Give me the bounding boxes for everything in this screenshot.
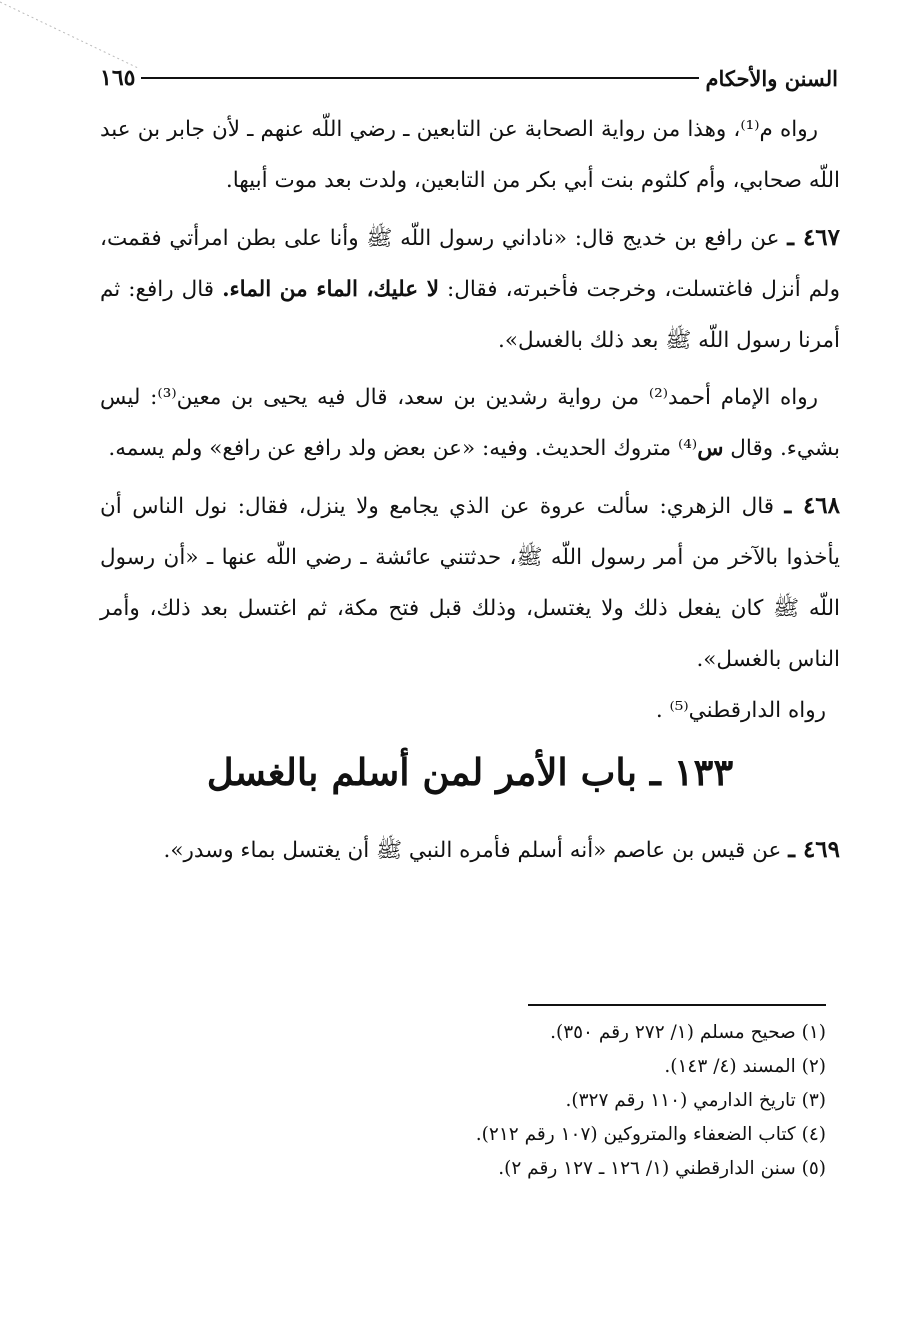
- hadith-text: قال الزهري: سألت عروة عن الذي يجامع ولا ينزل، فقال: نول الناس أن يأخذوا بالآخر من أمر رسول اللّه ﷺ، حدثتني عائشة ـ رضي اللّه عنها ـ «أن رسول اللّه ﷺ كان يفعل ذلك ولا يغتسل، وذلك قبل فتح مكة، ثم اغتسل بعد ذلك، وأمر الناس بالغسل».: [100, 494, 840, 672]
- header-rule: [141, 77, 699, 79]
- hadith-text-after: قال رافع: ثم أمرنا رسول اللّه ﷺ بعد ذلك بالغسل».: [100, 277, 840, 353]
- paragraph-source-3: [100, 685, 840, 736]
- hadith-number: ٤٦٧ ـ: [787, 224, 840, 251]
- footnote-separator: [528, 1004, 826, 1006]
- hadith-text: عن رافع بن خديج قال: «ناداني رسول اللّه ﷺ وأنا على بطن امرأتي فقمت، ولم أنزل فاغتسلت، وخرجت فأخبرته، فقال:: [100, 226, 840, 302]
- hadith-bold-text: لا عليك، الماء من الماء.: [222, 277, 439, 302]
- chapter-title: ١٣٣ ـ باب الأمر لمن أسلم بالغسل: [206, 750, 734, 794]
- hadith-text: عن قيس بن عاصم «أنه أسلم فأمره النبي ﷺ أن يغتسل بماء وسدر».: [163, 838, 782, 863]
- page-number: ١٦٥: [100, 65, 136, 91]
- paragraph-text-after: ⁽⁴⁾ متروك الحديث. وفيه: «عن بعض ولد رافع عن رافع» ولم يسمه.: [108, 436, 698, 461]
- paragraph-bold-text: س: [697, 436, 724, 461]
- paragraph-text: رواه الإمام أحمد⁽²⁾ من رواية رشدين بن سعد، قال فيه يحيى بن معين⁽³⁾: ليس بشيء. وقال: [100, 385, 840, 461]
- hadith-467: [100, 212, 840, 366]
- footnote-item: (٥) سنن الدارقطني (١/ ١٢٦ ـ ١٢٧ رقم ٢).: [498, 1158, 826, 1179]
- footnote-item: (٢) المسند (٤/ ١٤٣).: [664, 1056, 826, 1077]
- hadith-468: [100, 480, 840, 685]
- footnote-item: (١) صحيح مسلم (١/ ٢٧٢ رقم ٣٥٠).: [550, 1022, 826, 1043]
- paragraph-source-1: [100, 104, 840, 206]
- hadith-469: [100, 824, 840, 876]
- paragraph-text: رواه الدارقطني⁽⁵⁾ .: [655, 698, 826, 723]
- hadith-number: ٤٦٨ ـ: [784, 492, 840, 519]
- paragraph-text: رواه م⁽¹⁾، وهذا من رواية الصحابة عن التابعين ـ رضي اللّه عنهم ـ لأن جابر بن عبد اللّه صحابي، وأم كلثوم بنت أبي بكر من التابعين، ولدت بعد موت أبيها.: [100, 117, 840, 193]
- page-body: [100, 104, 840, 882]
- footnotes: [300, 1016, 826, 1186]
- hadith-number: ٤٦٩ ـ: [788, 836, 840, 863]
- footnote-item: (٣) تاريخ الدارمي (١١٠ رقم ٣٢٧).: [565, 1090, 826, 1111]
- paragraph-source-2: [100, 372, 840, 474]
- footnote-item: (٤) كتاب الضعفاء والمتروكين (١٠٧ رقم ٢١٢).: [475, 1124, 826, 1145]
- page-header: [100, 58, 838, 98]
- running-title: السنن والأحكام: [705, 65, 838, 91]
